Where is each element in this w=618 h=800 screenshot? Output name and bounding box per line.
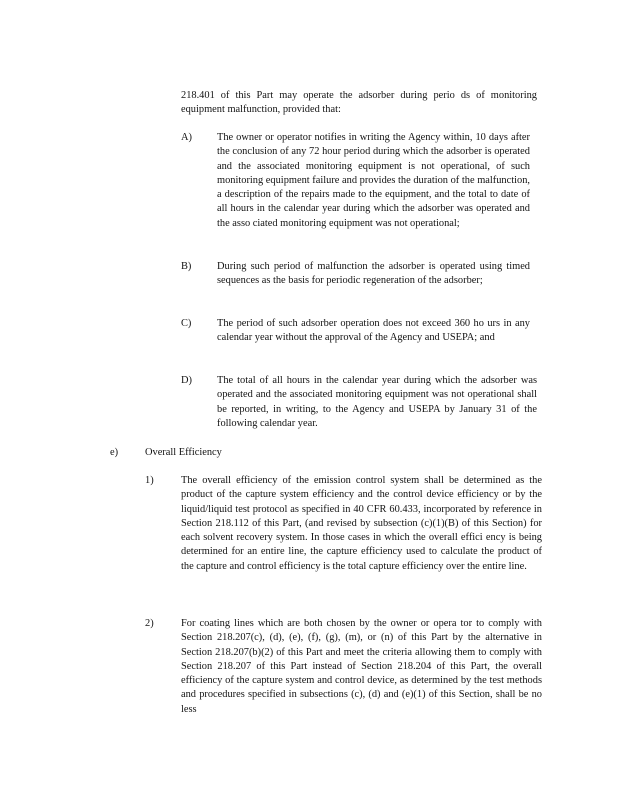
section-e-label: e): [110, 447, 119, 458]
paragraph-2-label: 2): [145, 618, 154, 629]
paragraph-1-label: 1): [145, 475, 154, 486]
item-d-label: D): [181, 375, 192, 386]
item-d-text: The total of all hours in the calendar year during which the adsorber was operated and the associated monitoring equipment was not operational shall be reported, in writing, to the Agency and USEPA by January 31 of the following calendar year.: [217, 375, 537, 429]
item-a-label: A): [181, 132, 192, 143]
intro-paragraph: 218.401 of this Part may operate the adsorber during perio ds of monitoring equipment malfunction, provided that:: [181, 90, 537, 116]
item-b-label: B): [181, 261, 192, 272]
item-a-text: The owner or operator notifies in writing the Agency within, 10 days after the conclusion of any 72 hour period during which the adsorber is operated and the associated monitoring equipment is not operational, of such monitoring equipment failure and provides the duration of the malfunction, a description of the repairs made to the equipment, and the total to date of all hours in the calendar year during which the adsorber was operated and the asso ciated monitoring equipment was not operational;: [217, 132, 530, 229]
item-c-label: C): [181, 318, 192, 329]
item-b-text: During such period of malfunction the adsorber is operated using timed sequences as the basis for periodic regeneration of the adsorber;: [217, 261, 530, 287]
item-c-text: The period of such adsorber operation does not exceed 360 ho urs in any calendar year without the approval of the Agency and USEPA; and: [217, 318, 530, 344]
paragraph-2-text: For coating lines which are both chosen by the owner or opera tor to comply with Section 218.207(c), (d), (e), (f), (g), (m), or (n) of this Part by the alternative in Section 218.207(b)(2) of this Part and meet the criteria allowing them to comply with Section 218.207 of this Part instead of Section 218.204 of this Part, the overall efficiency of the capture system and control device, as determined by the test methods and procedures specified in subsections (c), (d) and (e)(1) of this Section, shall be no less: [181, 618, 542, 715]
paragraph-1-text: The overall efficiency of the emission control system shall be determined as the product of the capture system efficiency and the control device efficiency or by the liquid/liquid test protocol as specified in 40 CFR 60.433, incorporated by reference in Section 218.112 of this Part, (and revised by subsection (c)(1)(B) of this Section) for each solvent recovery system. In those cases in which the overall effici ency is being determined for an entire line, the capture efficiency used to calculate the product of the capture and control efficiency is the total capture efficiency over the entire line.: [181, 475, 542, 572]
section-e-heading: Overall Efficiency: [145, 447, 222, 458]
